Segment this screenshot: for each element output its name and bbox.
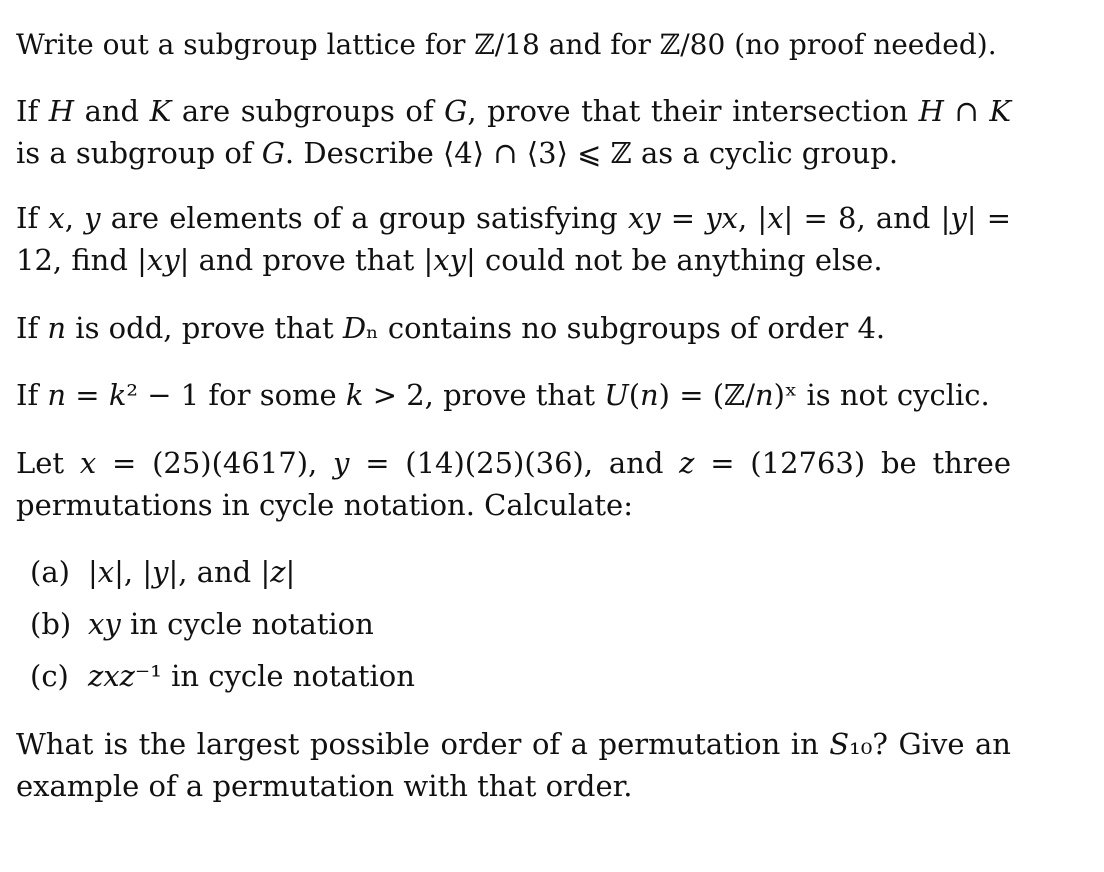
sub-item-text: 𝑧𝑥𝑧⁻¹ in cycle notation [88, 659, 415, 693]
problem-3: If 𝑥, 𝑦 are elements of a group satisfying 𝑥𝑦 = 𝑦𝑥, |𝑥| = 8, and |𝑦| = 12, find |𝑥𝑦| and prove that |𝑥𝑦| could not be anything else. [16, 201, 1011, 277]
problem-7: What is the largest possible order of a permutation in 𝑆₁₀? Give an example of a permutation with that order. [16, 727, 1011, 803]
sub-item-text: 𝑥𝑦 in cycle notation [88, 607, 374, 641]
sub-item-label: (a) [30, 555, 70, 589]
problem-4: If 𝑛 is odd, prove that 𝐷ₙ contains no subgroups of order 4. [16, 311, 886, 345]
sub-item-label: (b) [30, 607, 72, 641]
problem-6: Let 𝑥 = (25)(4617), 𝑦 = (14)(25)(36), and 𝑧 = (12763) be three permutations in cycle notation. Calculate: [16, 446, 1011, 522]
sub-item-c [30, 655, 415, 697]
sub-item-label: (c) [30, 659, 69, 693]
problem-5: If 𝑛 = 𝑘² − 1 for some 𝑘 > 2, prove that 𝑈(𝑛) = (ℤ/𝑛)ˣ is not cyclic. [16, 378, 990, 412]
sub-item-b [30, 603, 374, 645]
sub-item-text: |𝑥|, |𝑦|, and |𝑧| [88, 555, 296, 589]
problem-1: Write out a subgroup lattice for ℤ/18 and for ℤ/80 (no proof needed). [16, 28, 997, 61]
problem-2: If 𝐻 and 𝐾 are subgroups of 𝐺, prove that their intersection 𝐻 ∩ 𝐾 is a subgroup of 𝐺. Describe ⟨4⟩ ∩ ⟨3⟩ ⩽ ℤ as a cyclic group. [16, 94, 1011, 170]
sub-item-a [30, 551, 295, 593]
